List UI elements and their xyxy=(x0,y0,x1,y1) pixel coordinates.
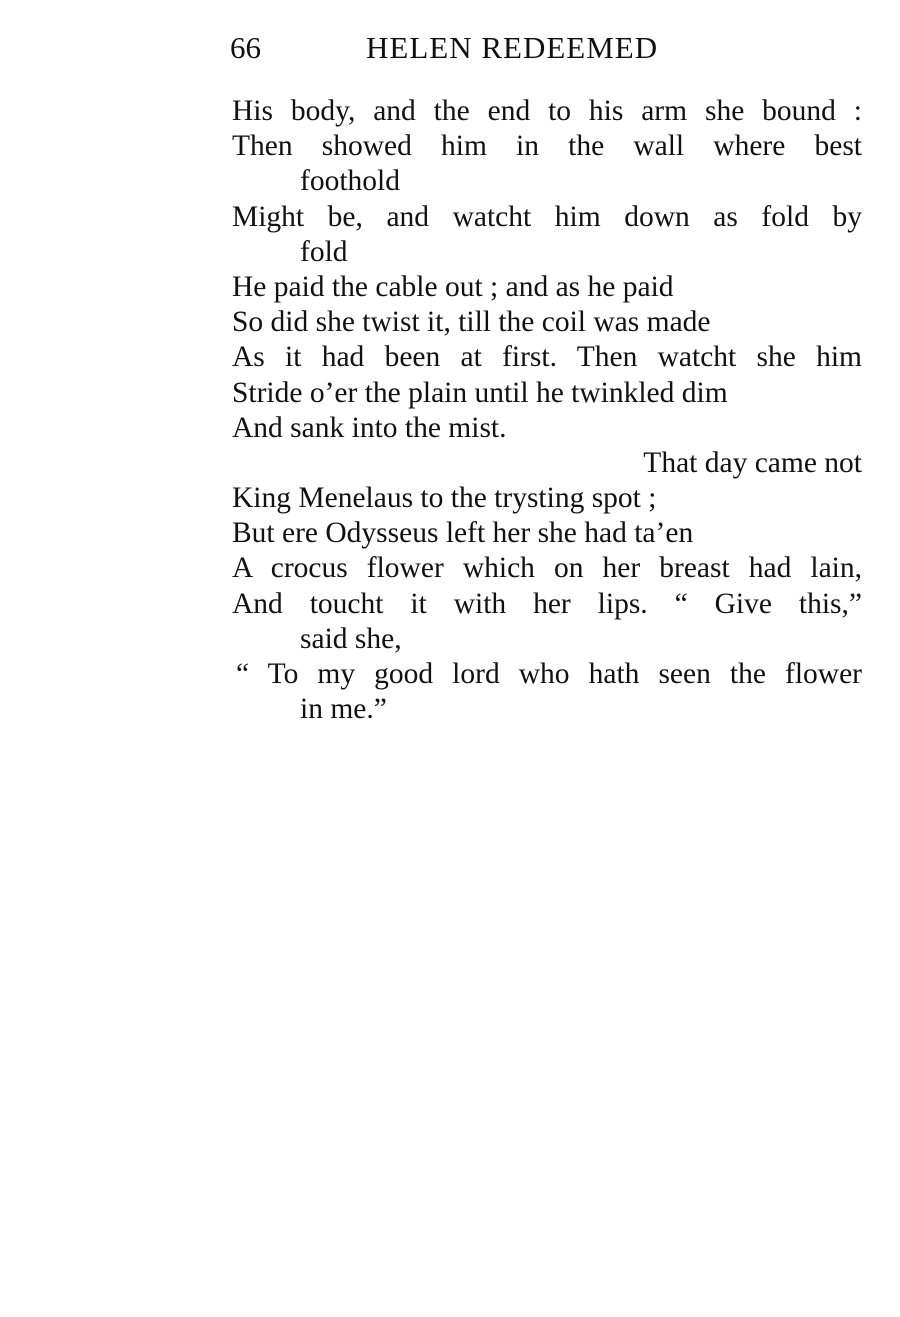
poem-text xyxy=(232,94,862,727)
verse-line-continuation: fold xyxy=(300,235,348,268)
verse-line-continuation: said she, xyxy=(300,622,402,655)
verse-line: And sank into the mist. xyxy=(232,411,507,444)
verse-line: His body, and the end to his arm she bound : xyxy=(232,95,862,127)
verse-line: Then showed him in the wall where best xyxy=(232,130,862,163)
verse-line: Might be, and watcht him down as fold by xyxy=(232,200,862,233)
verse-line-continuation: foothold xyxy=(300,165,400,198)
verse-line: King Menelaus to the trysting spot ; xyxy=(232,482,657,515)
verse-line: As it had been at first. Then watcht she him xyxy=(232,341,862,374)
running-head xyxy=(230,28,730,68)
verse-line: “ To my good lord who hath seen the flower xyxy=(236,658,862,690)
verse-line: A crocus flower which on her breast had lain, xyxy=(232,552,862,585)
verse-line-continuation: in me.” xyxy=(300,693,387,726)
verse-line: But ere Odysseus left her she had ta’en xyxy=(232,517,694,550)
running-title: HELEN REDEEMED xyxy=(366,30,659,65)
verse-line: So did she twist it, till the coil was made xyxy=(232,306,711,339)
page-number: 66 xyxy=(230,30,261,65)
verse-line: Stride o’er the plain until he twinkled dim xyxy=(232,376,728,409)
verse-line-half: That day came not xyxy=(643,446,862,479)
verse-line: He paid the cable out ; and as he paid xyxy=(232,270,674,303)
verse-line: And toucht it with her lips. “ Give this,” xyxy=(232,587,862,620)
